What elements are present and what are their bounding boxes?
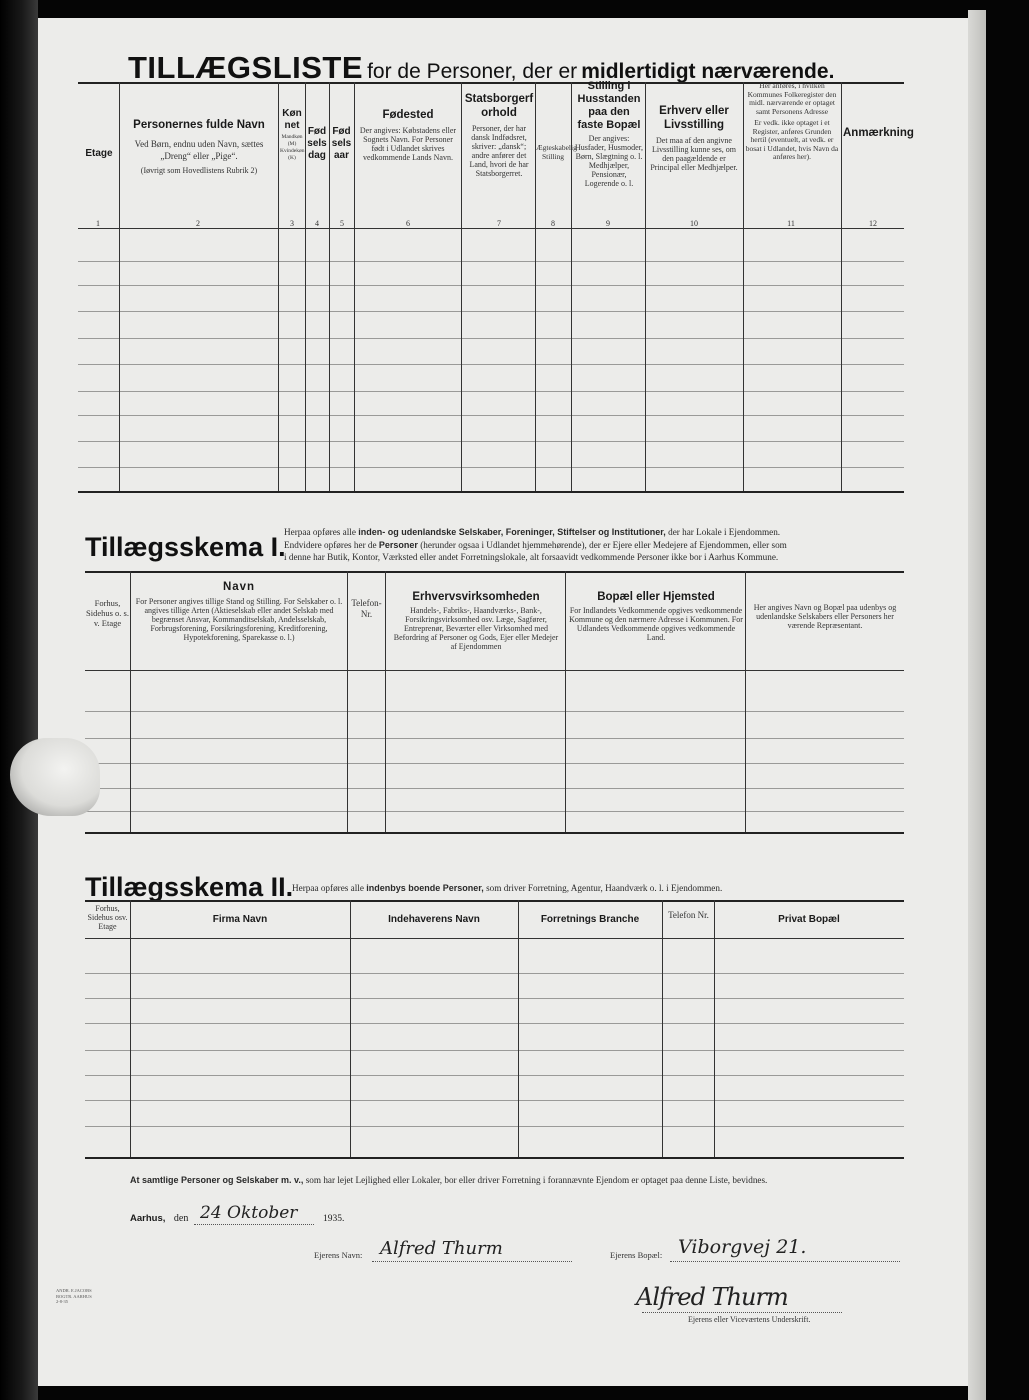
col-citizenship-header: Statsborgerforhold Personer, der har dansk Indfødsret, skriver: „dansk“; andre anfører det Land, hvori de har Statsborgerret. xyxy=(464,93,534,178)
s2-col-bopael-header: Privat Bopæl xyxy=(778,914,840,925)
page-subtitle-bold: midlertidigt nærværende. xyxy=(581,60,835,83)
s1-col-bopael-header: Bopæl eller Hjemsted For Indlandets Vedkommende opgives vedkommende Kommune og den nærmere Adresse i Kommunen. For Udlandets Vedkommende opgives vedkommende Land. xyxy=(569,591,743,642)
book-spine xyxy=(0,0,38,1400)
col-number: 8 xyxy=(551,219,555,228)
col-etage-header: Etage xyxy=(85,148,113,159)
owner-address-label: Ejerens Bopæl: xyxy=(610,1250,663,1260)
skema1-intro: Herpaa opføres alle inden- og udenlandske Selskaber, Foreninger, Stiftelser og Institutioner, der har Lokale i Ejendommen. Endvidere opføres her de Personer (herunder ogsaa i Udlandet hjemmehørende), der er Ejere eller Medejere af Ejendommen, eller som i denne har Butik, Kontor, Værksted eller andet Forretningslokale, alt forsaavidt vedkommende Personer ikke bor i Aarhus Kommune. xyxy=(284,527,787,562)
printer-imprint: ANDR. E.JACOBS BOGTR. AARHUS 2-8-35 xyxy=(56,1288,92,1304)
col-number: 10 xyxy=(690,219,698,228)
col-number: 1 xyxy=(96,219,100,228)
year: 1935. xyxy=(323,1214,345,1224)
col-number: 11 xyxy=(787,219,795,228)
col-registry-header: Her anføres, i hvilken Kommunes Folkeregister den midl. nærværende er optaget samt Personens Adresse Er vedk. ikke optaget i et Register, anføres Grunden hertil (eventuelt, at vedk. er bosat i Udlandet, hvis Navn da anføres her). xyxy=(745,81,839,161)
col-number: 4 xyxy=(315,219,319,228)
skema2-title: Tillægsskema II. xyxy=(85,872,294,902)
s1-col-erhverv-header: Erhvervsvirksomheden Handels-, Fabriks-, Haandværks-, Bank-, Forsikringsvirksomhed osv. Læge, Sagfører, Entreprenør, Beværter eller Virksomhed med Befordring af Personer og Gods, Ejer eller Medejer af Ejendommen xyxy=(393,591,559,651)
s2-col-branche-header: Forretnings Branche xyxy=(540,914,640,925)
col-sex-header: Kønnet Mandkøn (M) Kvindekøn (K) xyxy=(280,108,305,161)
page-subtitle: for de Personer, der er xyxy=(367,60,578,83)
s1-col-telefon-header: Telefon-Nr. xyxy=(351,598,382,619)
s2-col-firma-header: Firma Navn xyxy=(212,914,268,925)
owner-name-handwritten: Alfred Thurm xyxy=(380,1238,503,1259)
skema1-title: Tillægsskema I. xyxy=(85,532,286,562)
col-birthplace-header: Fødested Der angives: Købstadens eller Sognets Navn. For Personer født i Udlandet skrives vedkommende Lands Navn. xyxy=(359,109,457,162)
col-occupation-header: Erhverv eller Livsstilling Det maa af den angivne Livsstilling kunne ses, om den paagældende er Principal eller Medhjælper. xyxy=(650,105,738,172)
s2-col-etage-header: Forhus, Sidehus osv. Etage xyxy=(87,904,128,931)
form-page xyxy=(38,18,968,1386)
col-number: 3 xyxy=(290,219,294,228)
col-household-header: Stilling i Husstanden paa den faste Bopæl Der angives: Husfader, Husmoder, Børn, Slægtning o. l. Medhjælper, Pensionær, Logerende o. l. xyxy=(574,80,643,188)
col-number: 2 xyxy=(196,219,200,228)
s1-col-repr-header: Her angives Navn og Bopæl paa udenbys og udenlandske Selskabers eller Personers her værende Repræsentant. xyxy=(753,603,897,630)
date-handwritten: 24 Oktober xyxy=(200,1203,298,1223)
s1-col-navn-header: Navn For Personer angives tillige Stand og Stilling. For Selskaber o. l. angives tillige Arten (Aktieselskab eller andet Selskab med begrænset Ansvar, Kommanditselskab, Andelsselskab, Forbrugsforening, Forsikringsforening, Kreditforening, Hypotekforening, Sparekasse o. l.) xyxy=(135,581,343,642)
col-number: 6 xyxy=(406,219,410,228)
col-name-header: Personernes fulde Navn Ved Børn, endnu uden Navn, sættes „Dreng“ eller „Pige“. (Iøvrigt som Hovedlistens Rubrik 2) xyxy=(133,119,265,175)
col-marital-header: Ægteskabelig Stilling xyxy=(536,143,577,161)
col-birthyear-header: Fødselsaar xyxy=(331,126,352,161)
signature-handwritten: Alfred Thurm xyxy=(636,1283,788,1311)
s1-col-etage-header: Forhus, Sidehus o. s. v. Etage xyxy=(86,598,129,628)
thumb-holding-page xyxy=(10,738,100,816)
s2-col-telefon-header: Telefon Nr. xyxy=(668,910,709,920)
declaration: At samtlige Personer og Selskaber m. v., som har lejet Lejlighed eller Lokaler, bor eller driver Forretning i forannævnte Ejendom er optaget paa denne Liste, bevidnes. xyxy=(130,1175,768,1185)
col-number: 12 xyxy=(869,219,877,228)
page-title: TILLÆGSLISTE xyxy=(128,50,364,85)
col-number: 5 xyxy=(340,219,344,228)
col-number: 9 xyxy=(606,219,610,228)
next-page-edge xyxy=(968,10,986,1400)
col-remarks-header: Anmærkning xyxy=(843,127,914,139)
skema2-intro: Herpaa opføres alle indenbys boende Personer, som driver Forretning, Agentur, Haandværk o. l. i Ejendommen. xyxy=(292,883,723,893)
col-number: 7 xyxy=(497,219,501,228)
s2-col-indehaver-header: Indehaverens Navn xyxy=(388,914,480,925)
col-birthday-header: Fødselsdag xyxy=(307,126,327,161)
owner-name-label: Ejerens Navn: xyxy=(314,1250,363,1260)
date-line: Aarhus, den xyxy=(130,1213,189,1224)
owner-address-handwritten: Viborgvej 21. xyxy=(678,1236,807,1258)
signature-label: Ejerens eller Viceværtens Underskrift. xyxy=(688,1315,811,1324)
page-title-line xyxy=(128,50,834,86)
